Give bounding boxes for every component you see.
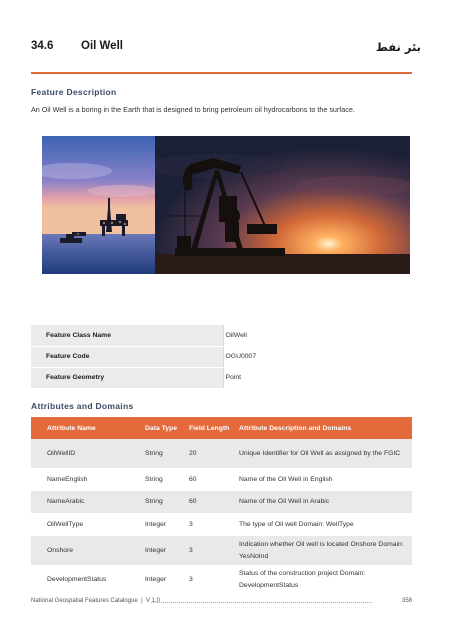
footer-dot-leader [151,602,372,603]
footer-version: V 1.0 [145,598,160,604]
attribute-type: Integer [141,565,185,594]
attribute-length: 20 [185,439,235,468]
attribute-name: OilWellType [31,513,141,536]
property-key: Feature Code [31,346,223,367]
attribute-length: 3 [185,536,235,565]
property-value: OilWell [223,325,412,346]
attribute-description: The type of Oil well Domain: WellType [235,513,412,536]
footer-catalogue: National Geospatial Features Catalogue [31,598,138,604]
attribute-name: NameEnglish [31,468,141,491]
section-header [31,40,421,56]
header-divider [31,72,412,74]
attribute-type: String [141,491,185,513]
attribute-name: OilWellID [31,439,141,468]
attributes-table [31,417,412,594]
attribute-description: Status of the construction project Domain: DevelopmentStatus [235,565,412,594]
property-value: Point [223,367,412,388]
footer-separator: | [141,598,143,604]
attribute-type: Integer [141,536,185,565]
table-row [31,346,412,367]
property-value: OGU0007 [223,346,412,367]
attribute-description: Name of the Oil Well in English [235,468,412,491]
page-footer [31,598,412,608]
table-row [31,325,412,346]
column-header: Field Length [185,417,235,439]
table-row [31,536,412,565]
section-arabic-title: بئر نفط [375,40,421,54]
table-row [31,513,412,536]
attributes-heading: Attributes and Domains [31,401,134,411]
attribute-description: Indication whether Oil well is located Onshore Domain: YesNoInd [235,536,412,565]
table-header-row [31,417,412,439]
attribute-type: String [141,468,185,491]
section-title: Oil Well [81,40,123,52]
attribute-length: 3 [185,565,235,594]
feature-description-heading: Feature Description [31,87,117,97]
table-row [31,439,412,468]
table-row [31,491,412,513]
table-row [31,367,412,388]
property-key: Feature Class Name [31,325,223,346]
page-number: 358 [401,598,412,604]
column-header: Attribute Description and Domains [235,417,412,439]
attribute-name: NameArabic [31,491,141,513]
attribute-length: 3 [185,513,235,536]
pump-jack-photo [155,136,410,274]
attribute-name: DevelopmentStatus [31,565,141,594]
attribute-name: Onshore [31,536,141,565]
attribute-description: Unique Identifier for Oil Well as assigned by the FGIC [235,439,412,468]
attribute-length: 60 [185,468,235,491]
table-row [31,565,412,594]
attribute-description: Name of the Oil Well in Arabic [235,491,412,513]
offshore-rig-photo [42,136,155,274]
attribute-type: String [141,439,185,468]
section-number: 34.6 [31,40,54,52]
feature-description-text: An Oil Well is a boring in the Earth that is designed to bring petroleum oil hydrocarbons to the surface. [31,105,355,114]
column-header: Attribute Name [31,417,141,439]
attribute-length: 60 [185,491,235,513]
property-key: Feature Geometry [31,367,223,388]
column-header: Data Type [141,417,185,439]
attribute-type: Integer [141,513,185,536]
footer-text [31,598,160,604]
feature-properties-table [31,325,412,389]
table-row [31,468,412,491]
